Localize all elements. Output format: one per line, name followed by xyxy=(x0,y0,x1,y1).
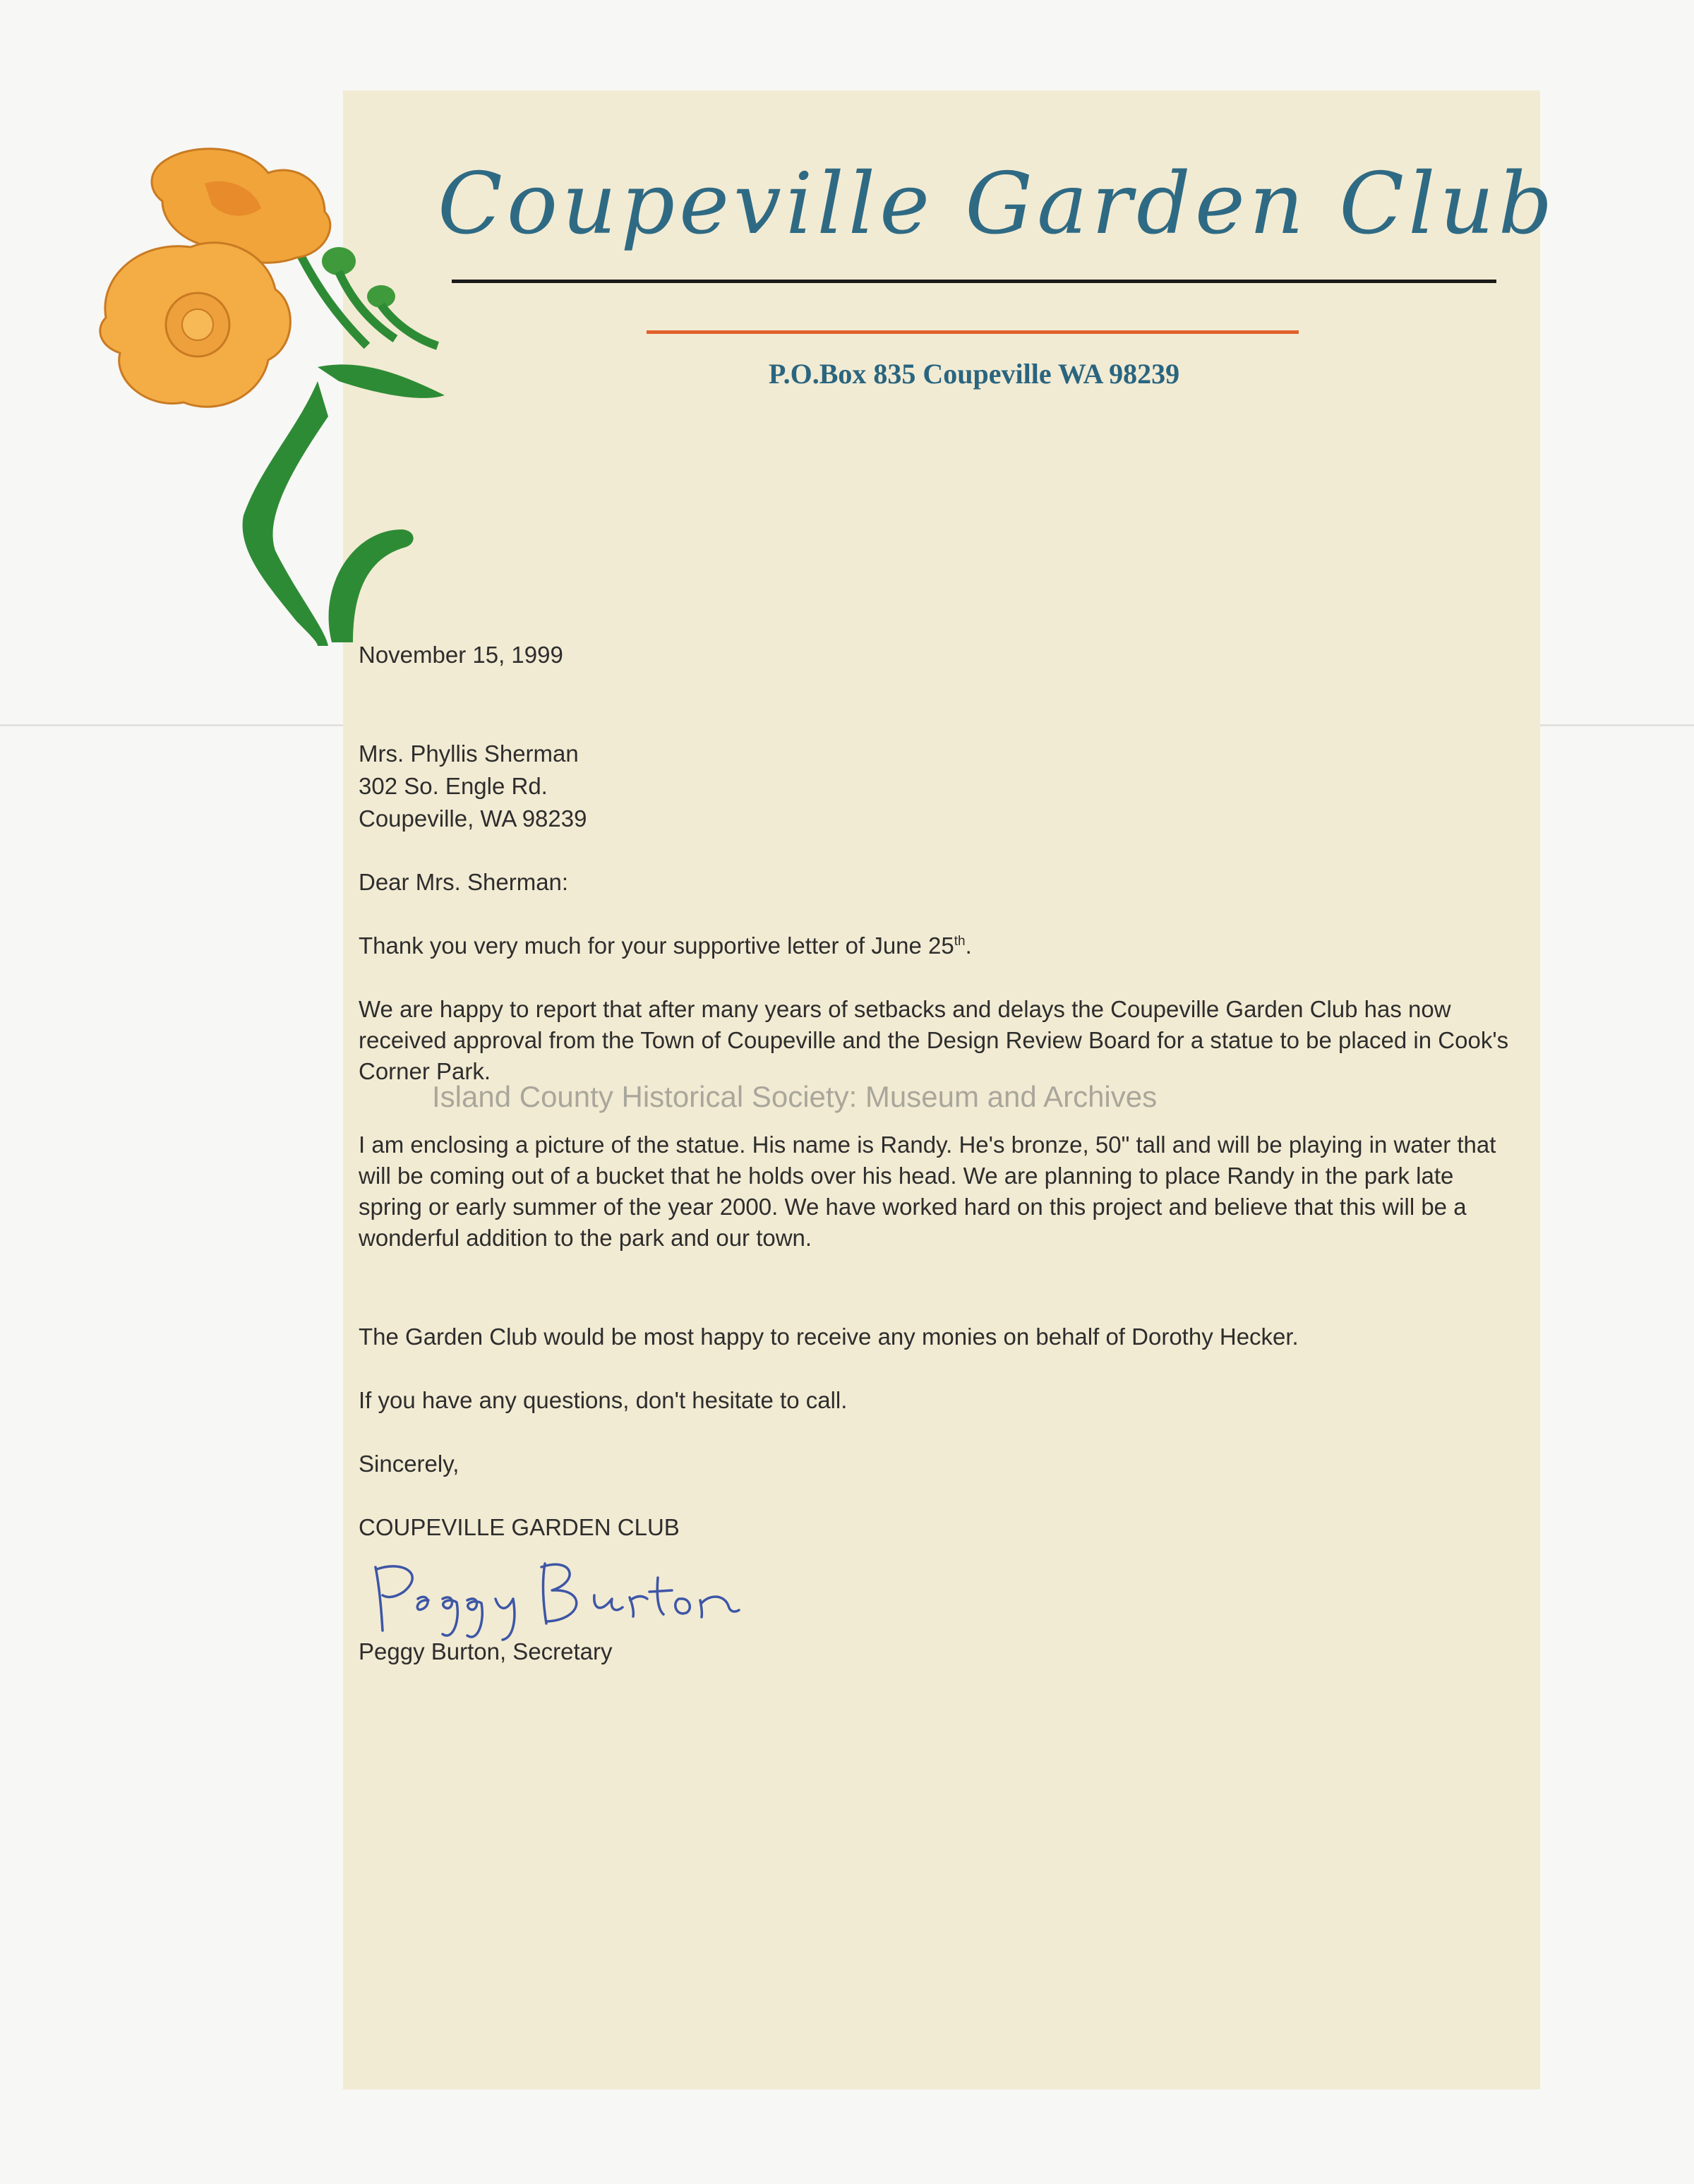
handwritten-signature-icon xyxy=(361,1556,743,1648)
paragraph-1 xyxy=(359,930,1516,961)
flower-logo-icon xyxy=(85,134,452,649)
archive-watermark: Island County Historical Society: Museum and Archives xyxy=(432,1080,1158,1113)
org-signature: COUPEVILLE GARDEN CLUB xyxy=(359,1514,680,1540)
closing: Sincerely, xyxy=(359,1451,459,1477)
paragraph-1-text: Thank you very much for your supportive letter of June 25 xyxy=(359,932,954,959)
recipient-name: Mrs. Phyllis Sherman xyxy=(359,740,579,767)
header-rule-black xyxy=(452,280,1496,283)
paragraph-1-ordinal: th xyxy=(954,934,966,949)
signer-name-title: Peggy Burton, Secretary xyxy=(359,1638,613,1664)
header-rule-orange xyxy=(647,330,1299,334)
paragraph-2: We are happy to report that after many years of setbacks and delays the Coupeville Garden Club has now received approval from the Town of Coupeville and the Design Review Board for a statue to be placed in Cook's Corner Park. xyxy=(359,996,1509,1084)
recipient-street: 302 So. Engle Rd. xyxy=(359,773,548,799)
paragraph-4: The Garden Club would be most happy to receive any monies on behalf of Dorothy Hecker. xyxy=(359,1324,1299,1350)
club-address: P.O.Box 835 Coupeville WA 98239 xyxy=(768,358,1180,390)
recipient-city: Coupeville, WA 98239 xyxy=(359,805,587,832)
paragraph-1-end: . xyxy=(965,932,972,959)
letter-date: November 15, 1999 xyxy=(359,642,563,668)
club-name-title: Coupeville Garden Club xyxy=(438,155,1557,253)
paragraph-5: If you have any questions, don't hesitate to call. xyxy=(359,1387,848,1413)
salutation: Dear Mrs. Sherman: xyxy=(359,869,569,895)
paragraph-3: I am enclosing a picture of the statue. His name is Randy. He's bronze, 50" tall and will be playing in water that will be coming out of a bucket that he holds over his head. We are planning to place Randy in the park late spring or early summer of the year 2000. We have worked hard on this project and believe that this will be a wonderful addition to the park and our town. xyxy=(359,1132,1496,1251)
